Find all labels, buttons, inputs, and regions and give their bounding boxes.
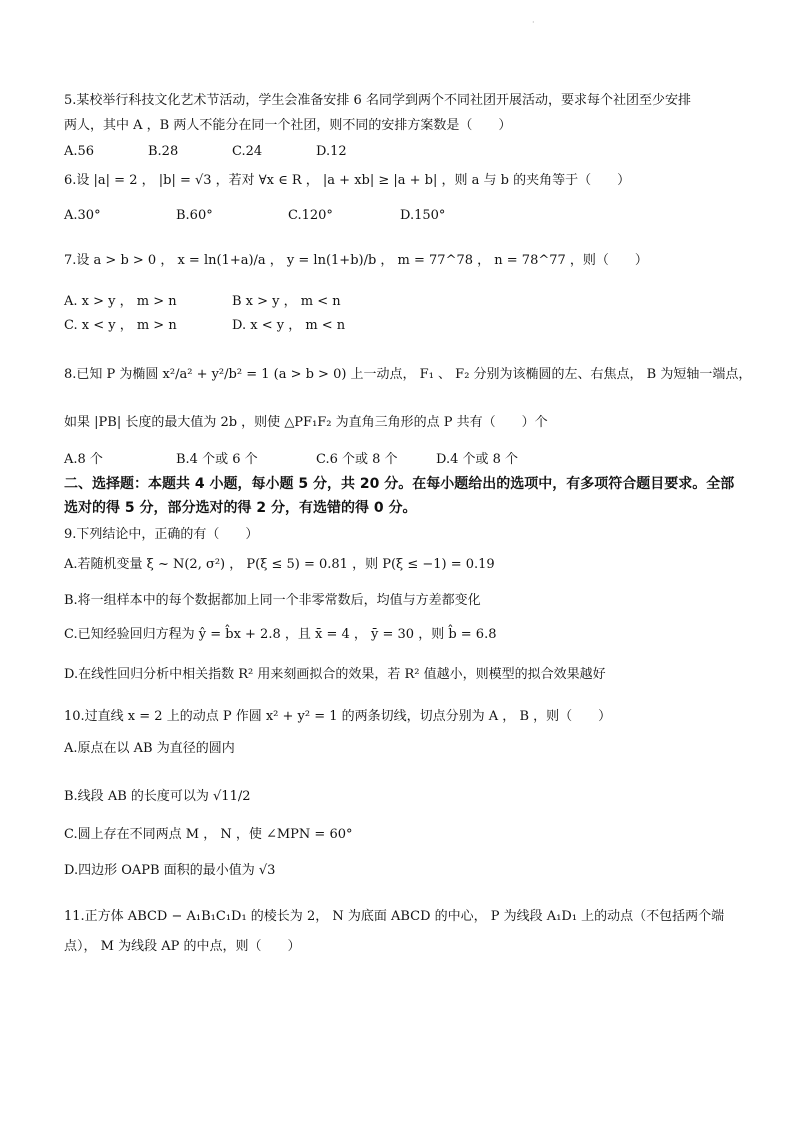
question-8-line-1: 8.已知 P 为椭圆 x²/a² + y²/b² = 1 (a > b > 0) 上一动点， F₁ 、 F₂ 分别为该椭圆的左、右焦点， B 为短轴一端点， [64,367,752,382]
option-a: A.30° [64,208,101,223]
option-d: D.12 [316,144,347,159]
question-7-stem: 7.设 a > b > 0 ， x = ln(1+a)/a ， y = ln(1+b)/b ， m = 77^78 ， n = 78^77 ，则（ ） [64,253,648,268]
question-7-options-row-2 [64,316,744,336]
question-5-line-2: 两人，其中 A ，B 两人不能分在同一个社团，则不同的安排方案数是（ ） [64,118,512,133]
question-5-options [64,142,744,162]
question-11-line-1: 11.正方体 ABCD − A₁B₁C₁D₁ 的棱长为 2， N 为底面 ABCD 的中心， P 为线段 A₁D₁ 上的动点（不包括两个端 [64,909,725,924]
question-10-option-a: A.原点在以 AB 为直径的圆内 [64,741,235,756]
option-a: A.8 个 [64,452,103,467]
option-c: C. x < y ， m > n [64,318,177,333]
question-6-stem: 6.设 |a| = 2 ， |b| = √3 ，若对 ∀x ∈ R ， |a + xb| ≥ |a + b| ，则 a 与 b 的夹角等于（ ） [64,173,631,188]
option-b: B.4 个或 6 个 [176,452,258,467]
option-b: B x > y ， m < n [232,294,341,309]
question-10-option-d: D.四边形 OAPB 面积的最小值为 √3 [64,863,276,878]
question-10-option-c: C.圆上存在不同两点 M ， N ，使 ∠MPN = 60° [64,827,353,842]
question-7-options-row-1 [64,292,744,312]
option-d: D. x < y ， m < n [232,318,346,333]
option-d: D.150° [400,208,446,223]
question-10-option-b: B.线段 AB 的长度可以为 √11/2 [64,789,251,804]
option-c: C.6 个或 8 个 [316,452,398,467]
option-a: A. x > y ， m > n [64,294,177,309]
question-9-option-d: D.在线性回归分析中相关指数 R² 用来刻画拟合的效果，若 R² 值越小，则模型的拟合效果越好 [64,667,606,682]
question-9-stem: 9.下列结论中，正确的有（ ） [64,527,259,542]
question-9-option-c: C.已知经验回归方程为 ŷ = b̂x + 2.8 ，且 x̄ = 4 ， ȳ = 30 ，则 b̂ = 6.8 [64,627,497,642]
question-9-option-b: B.将一组样本中的每个数据都加上同一个非零常数后，均值与方差都变化 [64,593,481,608]
question-5-line-1: 5.某校举行科技文化艺术节活动，学生会准备安排 6 名同学到两个不同社团开展活动，要求每个社团至少安排 [64,93,691,108]
question-9-option-a: A.若随机变量 ξ ~ N(2, σ²) ， P(ξ ≤ 5) = 0.81 ，则 P(ξ ≤ −1) = 0.19 [64,557,495,572]
option-c: C.24 [232,144,263,159]
question-11-line-2: 点）， M 为线段 AP 的中点，则（ ） [64,939,301,954]
option-d: D.4 个或 8 个 [436,452,519,467]
question-8-line-2: 如果 |PB| 长度的最大值为 2b ，则使 △PF₁F₂ 为直角三角形的点 P 共有（ ）个 [64,415,548,430]
option-b: B.28 [148,144,179,159]
question-10-stem: 10.过直线 x = 2 上的动点 P 作圆 x² + y² = 1 的两条切线，切点分别为 A ， B ，则（ ） [64,709,612,724]
section-2-heading: 二、选择题：本题共 4 小题，每小题 5 分，共 20 分。在每小题给出的选项中，有多项符合题目要求。全部选对的得 5 分，部分选对的得 2 分，有选错的得 0 分。 [64,476,735,516]
scan-mark: · [532,18,535,27]
question-8-options [64,450,744,470]
question-6-options [64,206,744,226]
option-c: C.120° [288,208,333,223]
option-b: B.60° [176,208,213,223]
option-a: A.56 [64,144,95,159]
